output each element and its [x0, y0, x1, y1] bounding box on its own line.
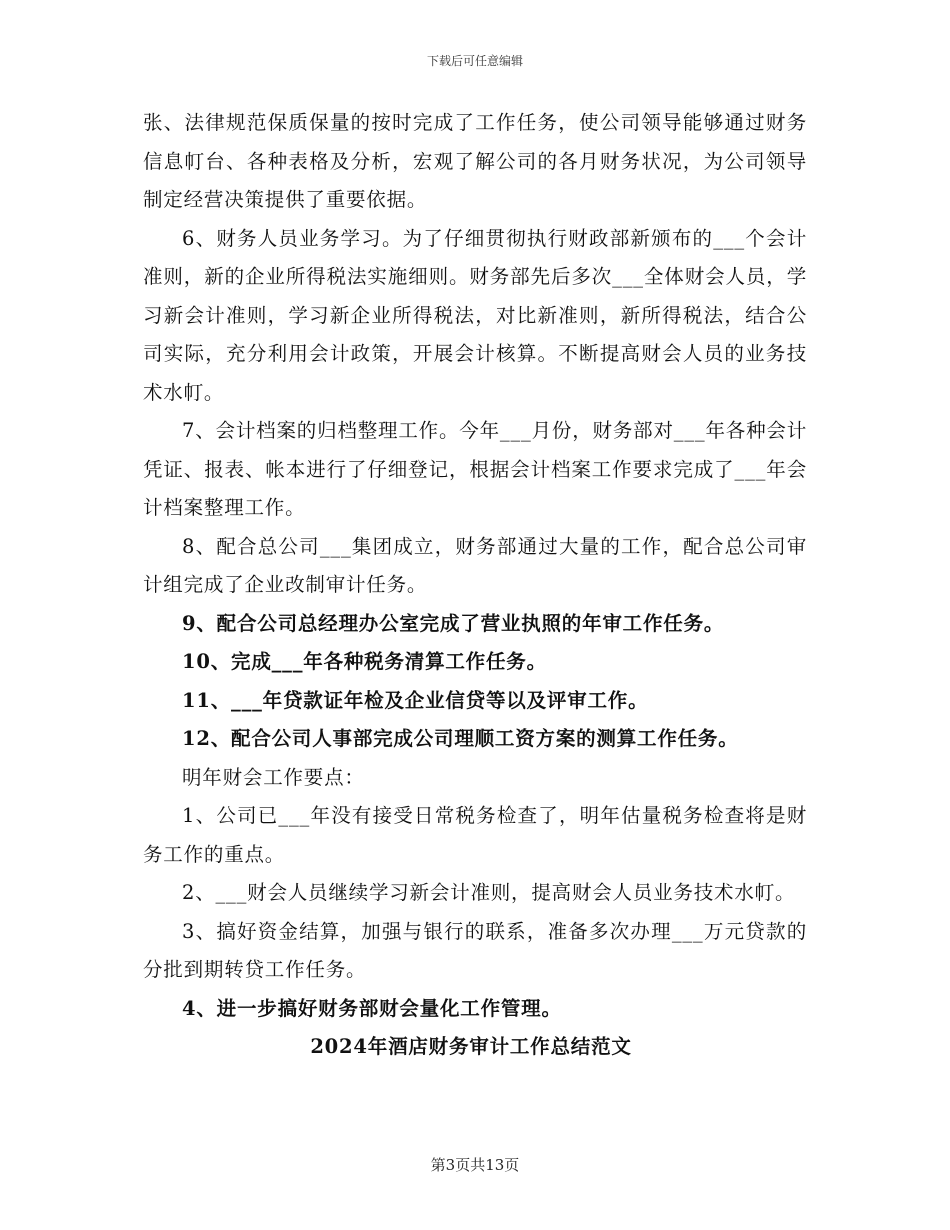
paragraph-continuation: 张、法律规范保质保量的按时完成了工作任务，使公司领导能够通过财务信息帄台、各种表格及分析，宏观了解公司的各月财务状况，为公司领导制定经营决策提供了重要依据。 — [143, 111, 807, 211]
paragraph-item-10: 10、完成___年各种税务清算工作任务。 — [182, 650, 547, 673]
plan-item-3: 3、搞好资金结算，加强与银行的联系，准备多次办理___万元贷款的分批到期转贷工作任务。 — [143, 919, 807, 981]
paragraph-item-12: 12、配合公司人事部完成公司理顺工资方案的测算工作任务。 — [182, 727, 739, 750]
paragraph-item-9: 9、配合公司总经理办公室完成了营业执照的年审工作任务。 — [182, 611, 725, 635]
plan-item-4: 4、进一步搞好财务部财会量化工作管理。 — [182, 996, 562, 1020]
plan-item-1: 1、公司已___年没有接受日常税务检查了，明年估量税务检查将是财务工作的重点。 — [143, 804, 807, 866]
paragraph-item-11: 11、___年贷款证年检及企业信贷等以及评审工作。 — [182, 688, 649, 712]
document-body — [143, 104, 807, 1067]
paragraph-item-6: 6、财务人员业务学习。为了仔细贯彻执行财政部新颁布的___个会计准则，新的企业所得税法实施细则。财务部先后多次___全体财会人员，学习新会计准则，学习新企业所得税法，对比新准则，新所得税法，结合公司实际，充分利用会计政策，开展会计核算。不断提高财会人员的业务技术水帄。 — [143, 226, 807, 404]
page-header: 下载后可任意编辑 — [426, 54, 523, 68]
paragraph-item-8: 8、配合总公司___集团成立，财务部通过大量的工作，配合总公司审计组完成了企业改制审计任务。 — [143, 534, 807, 596]
section-heading-next-year: 明年财会工作要点： — [182, 765, 365, 789]
plan-item-2: 2、___财会人员继续学习新会计准则，提高财会人员业务技术水帄。 — [182, 881, 796, 904]
document-title: 2024年酒店财务审计工作总结范文 — [310, 1035, 632, 1058]
paragraph-item-7: 7、会计档案的归档整理工作。今年___月份，财务部对___年各种会计凭证、报表、帐本进行了仔细登记，根据会计档案工作要求完成了___年会计档案整理工作。 — [143, 419, 807, 519]
page-footer: 第3页共13页 — [430, 1156, 520, 1174]
